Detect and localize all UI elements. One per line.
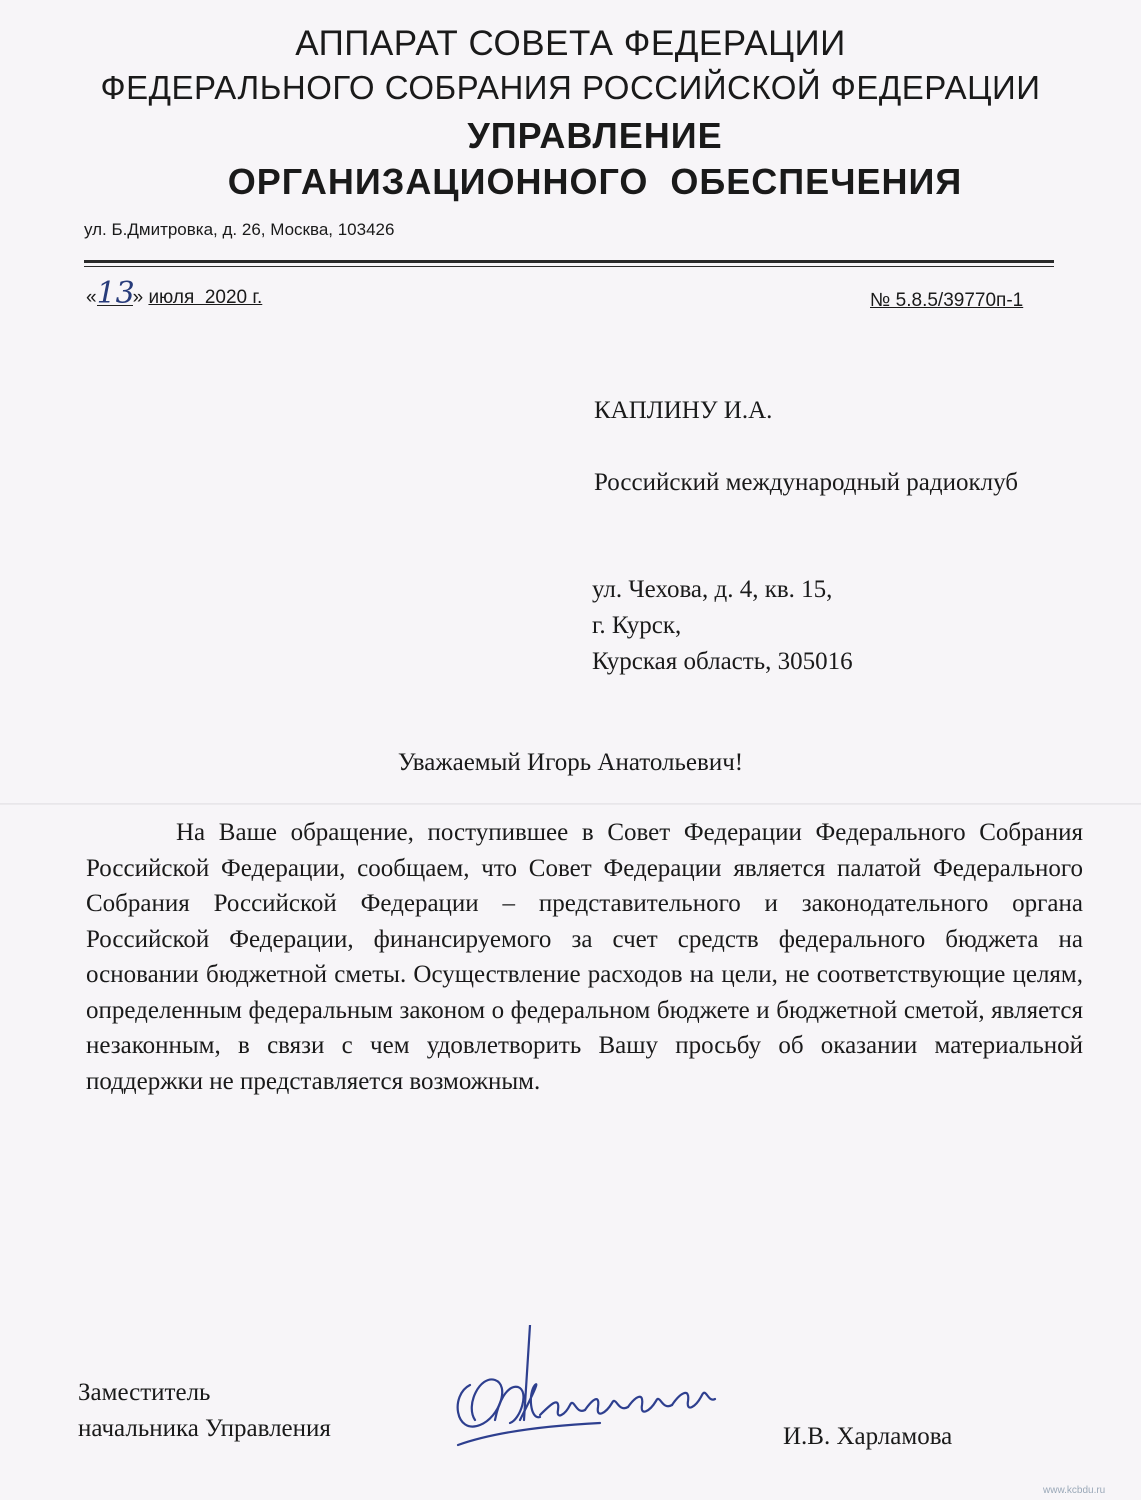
signer-position: [78, 1375, 331, 1447]
watermark-text: www.kcbdu.ru: [1043, 1485, 1106, 1496]
org-name-line2: ФЕДЕРАЛЬНОГО СОБРАНИЯ РОССИЙСКОЙ ФЕДЕРАЦИИ: [100, 69, 1041, 106]
org-header: [0, 22, 1141, 110]
department-line2: ОРГАНИЗАЦИОННОГО ОБЕСПЕЧЕНИЯ: [227, 161, 963, 202]
department-header: [0, 113, 1141, 205]
position-line1: Заместитель: [78, 1379, 211, 1406]
signer-name: И.В. Харламова: [783, 1423, 953, 1450]
document-number: № 5.8.5/39770п-1: [870, 290, 1024, 311]
paper-fold-line: [0, 803, 1141, 805]
org-name-line1: АППАРАТ СОВЕТА ФЕДЕРАЦИИ: [295, 24, 846, 63]
position-line2: начальника Управления: [78, 1415, 331, 1442]
header-rule-thin: [84, 266, 1054, 267]
date-day-handwritten: 13: [96, 276, 135, 311]
recipient-street: ул. Чехова, д. 4, кв. 15,: [592, 576, 833, 603]
department-line1: УПРАВЛЕНИЕ: [467, 115, 723, 156]
date-month-year: июля 2020 г.: [148, 287, 263, 308]
letter-date: [86, 276, 263, 311]
recipient-region: Курская область, 305016: [592, 648, 853, 675]
handwritten-signature: [440, 1325, 730, 1455]
date-open-quote: «: [86, 287, 97, 308]
greeting: Уважаемый Игорь Анатольевич!: [397, 749, 744, 776]
recipient-city: г. Курск,: [592, 612, 682, 639]
body-paragraph: На Ваше обращение, поступившее в Совет Федерации Федерального Собрания Российской Федерации, сообщаем, что Совет Федерации является палатой Федерального Собрания Российской Федерации – представительного и законодательного органа Российской Федерации, финансируемого за счет средств федерального бюджета на основании бюджетной сметы. Осуществление расходов на цели, не соответствующие целям, определенным федеральным законом о федеральном бюджете и бюджетной сметой, является незаконным, в связи с чем удовлетворить Вашу просьбу об оказании материальной поддержки не представляется возможным.: [86, 819, 1083, 1095]
sender-address: ул. Б.Дмитровка, д. 26, Москва, 103426: [84, 220, 395, 239]
letter-body: [86, 815, 1083, 1099]
date-close-quote: »: [132, 287, 144, 308]
header-rule-thick: [84, 260, 1054, 263]
recipient-name: КАПЛИНУ И.А.: [594, 397, 773, 424]
recipient-address: [592, 572, 853, 680]
recipient-organization: Российский международный радиоклуб: [594, 469, 1018, 496]
